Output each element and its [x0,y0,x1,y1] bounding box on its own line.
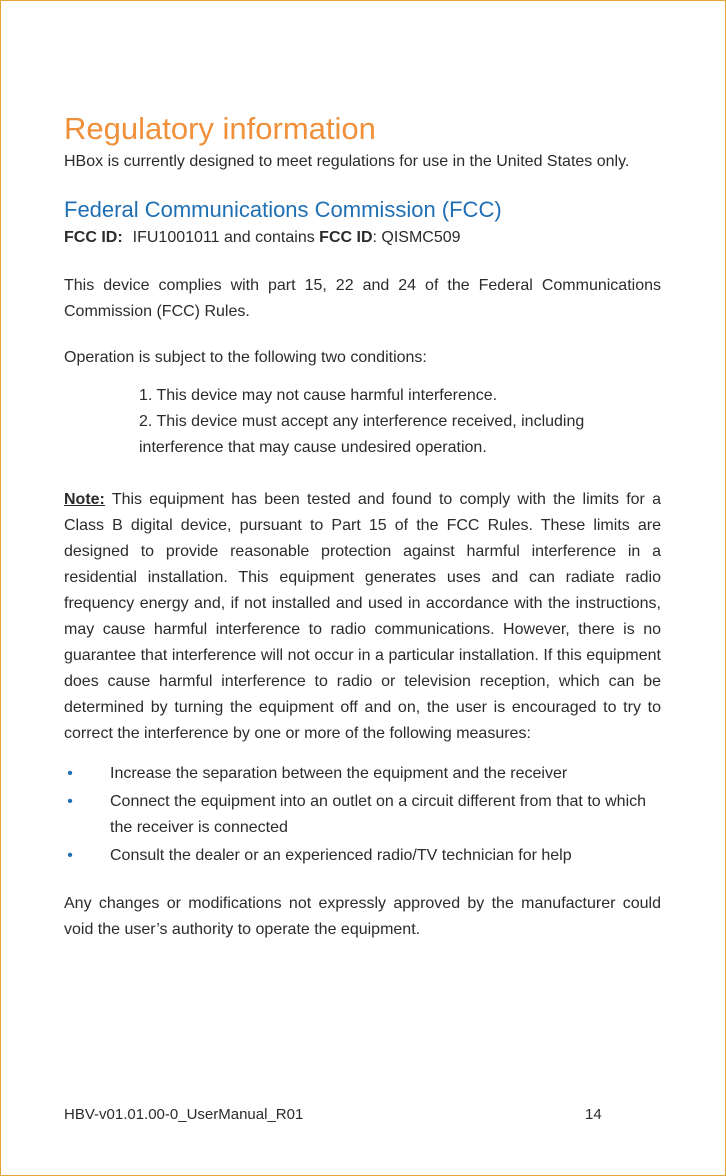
bullet-icon: • [67,765,73,782]
note-text: This equipment has been tested and found to comply with the limits for a Class B digital device, pursuant to Part 15 of the FCC Rules. These limits are designed to provide reasonable protection against harmful interference in a residential installation. This equipment generates uses and can radiate radio frequency energy and, if not installed and used in accordance with the instructions, may cause harmful interference to radio communications. However, there is no guarantee that interference will not occur in a particular installation. If this equipment does cause harmful interference to radio or television reception, which can be determined by turning the equipment off and on, the user is encouraged to try to correct the interference by one or more of the following measures: [64,491,661,742]
note-label: Note: [64,491,105,508]
list-item [64,761,661,787]
list-item [64,789,661,841]
measures-list [64,761,661,869]
condition-item: 2. This device must accept any interference received, including interference that may cause undesired operation. [139,413,585,456]
condition-item: 1. This device may not cause harmful interference. [139,387,498,404]
conditions-list [139,383,661,461]
page-title: Regulatory information [64,111,376,146]
fcc-id-line [64,225,661,251]
intro-paragraph: HBox is currently designed to meet regulations for use in the United States only. [64,153,630,170]
fcc-id-value-2: : QISMC509 [372,229,461,246]
measure-text: Consult the dealer or an experienced radio/TV technician for help [110,847,572,864]
page-content [64,109,661,943]
page-footer [64,1104,624,1126]
fcc-id-value: IFU1001011 and contains [132,229,315,246]
conditions-intro: Operation is subject to the following two conditions: [64,349,427,366]
fcc-heading: Federal Communications Commission (FCC) [64,197,502,222]
list-item [64,843,661,869]
document-id: HBV-v01.01.00-0_UserManual_R01 [64,1106,304,1123]
fcc-id-label-2: FCC ID [319,229,373,246]
bullet-icon: • [67,847,73,864]
page-number: 14 [585,1106,602,1123]
fcc-id-label: FCC ID: [64,229,123,246]
bullet-icon: • [67,793,73,810]
measure-text: Increase the separation between the equipment and the receiver [110,765,568,782]
measure-text: Connect the equipment into an outlet on a circuit different from that to which the receiver is connected [110,793,647,836]
changes-paragraph: Any changes or modifications not expressly approved by the manufacturer could void the user’s authority to operate the equipment. [64,895,661,938]
compliance-paragraph: This device complies with part 15, 22 and 24 of the Federal Communications Commission (FCC) Rules. [64,277,661,320]
note-paragraph [64,487,661,747]
